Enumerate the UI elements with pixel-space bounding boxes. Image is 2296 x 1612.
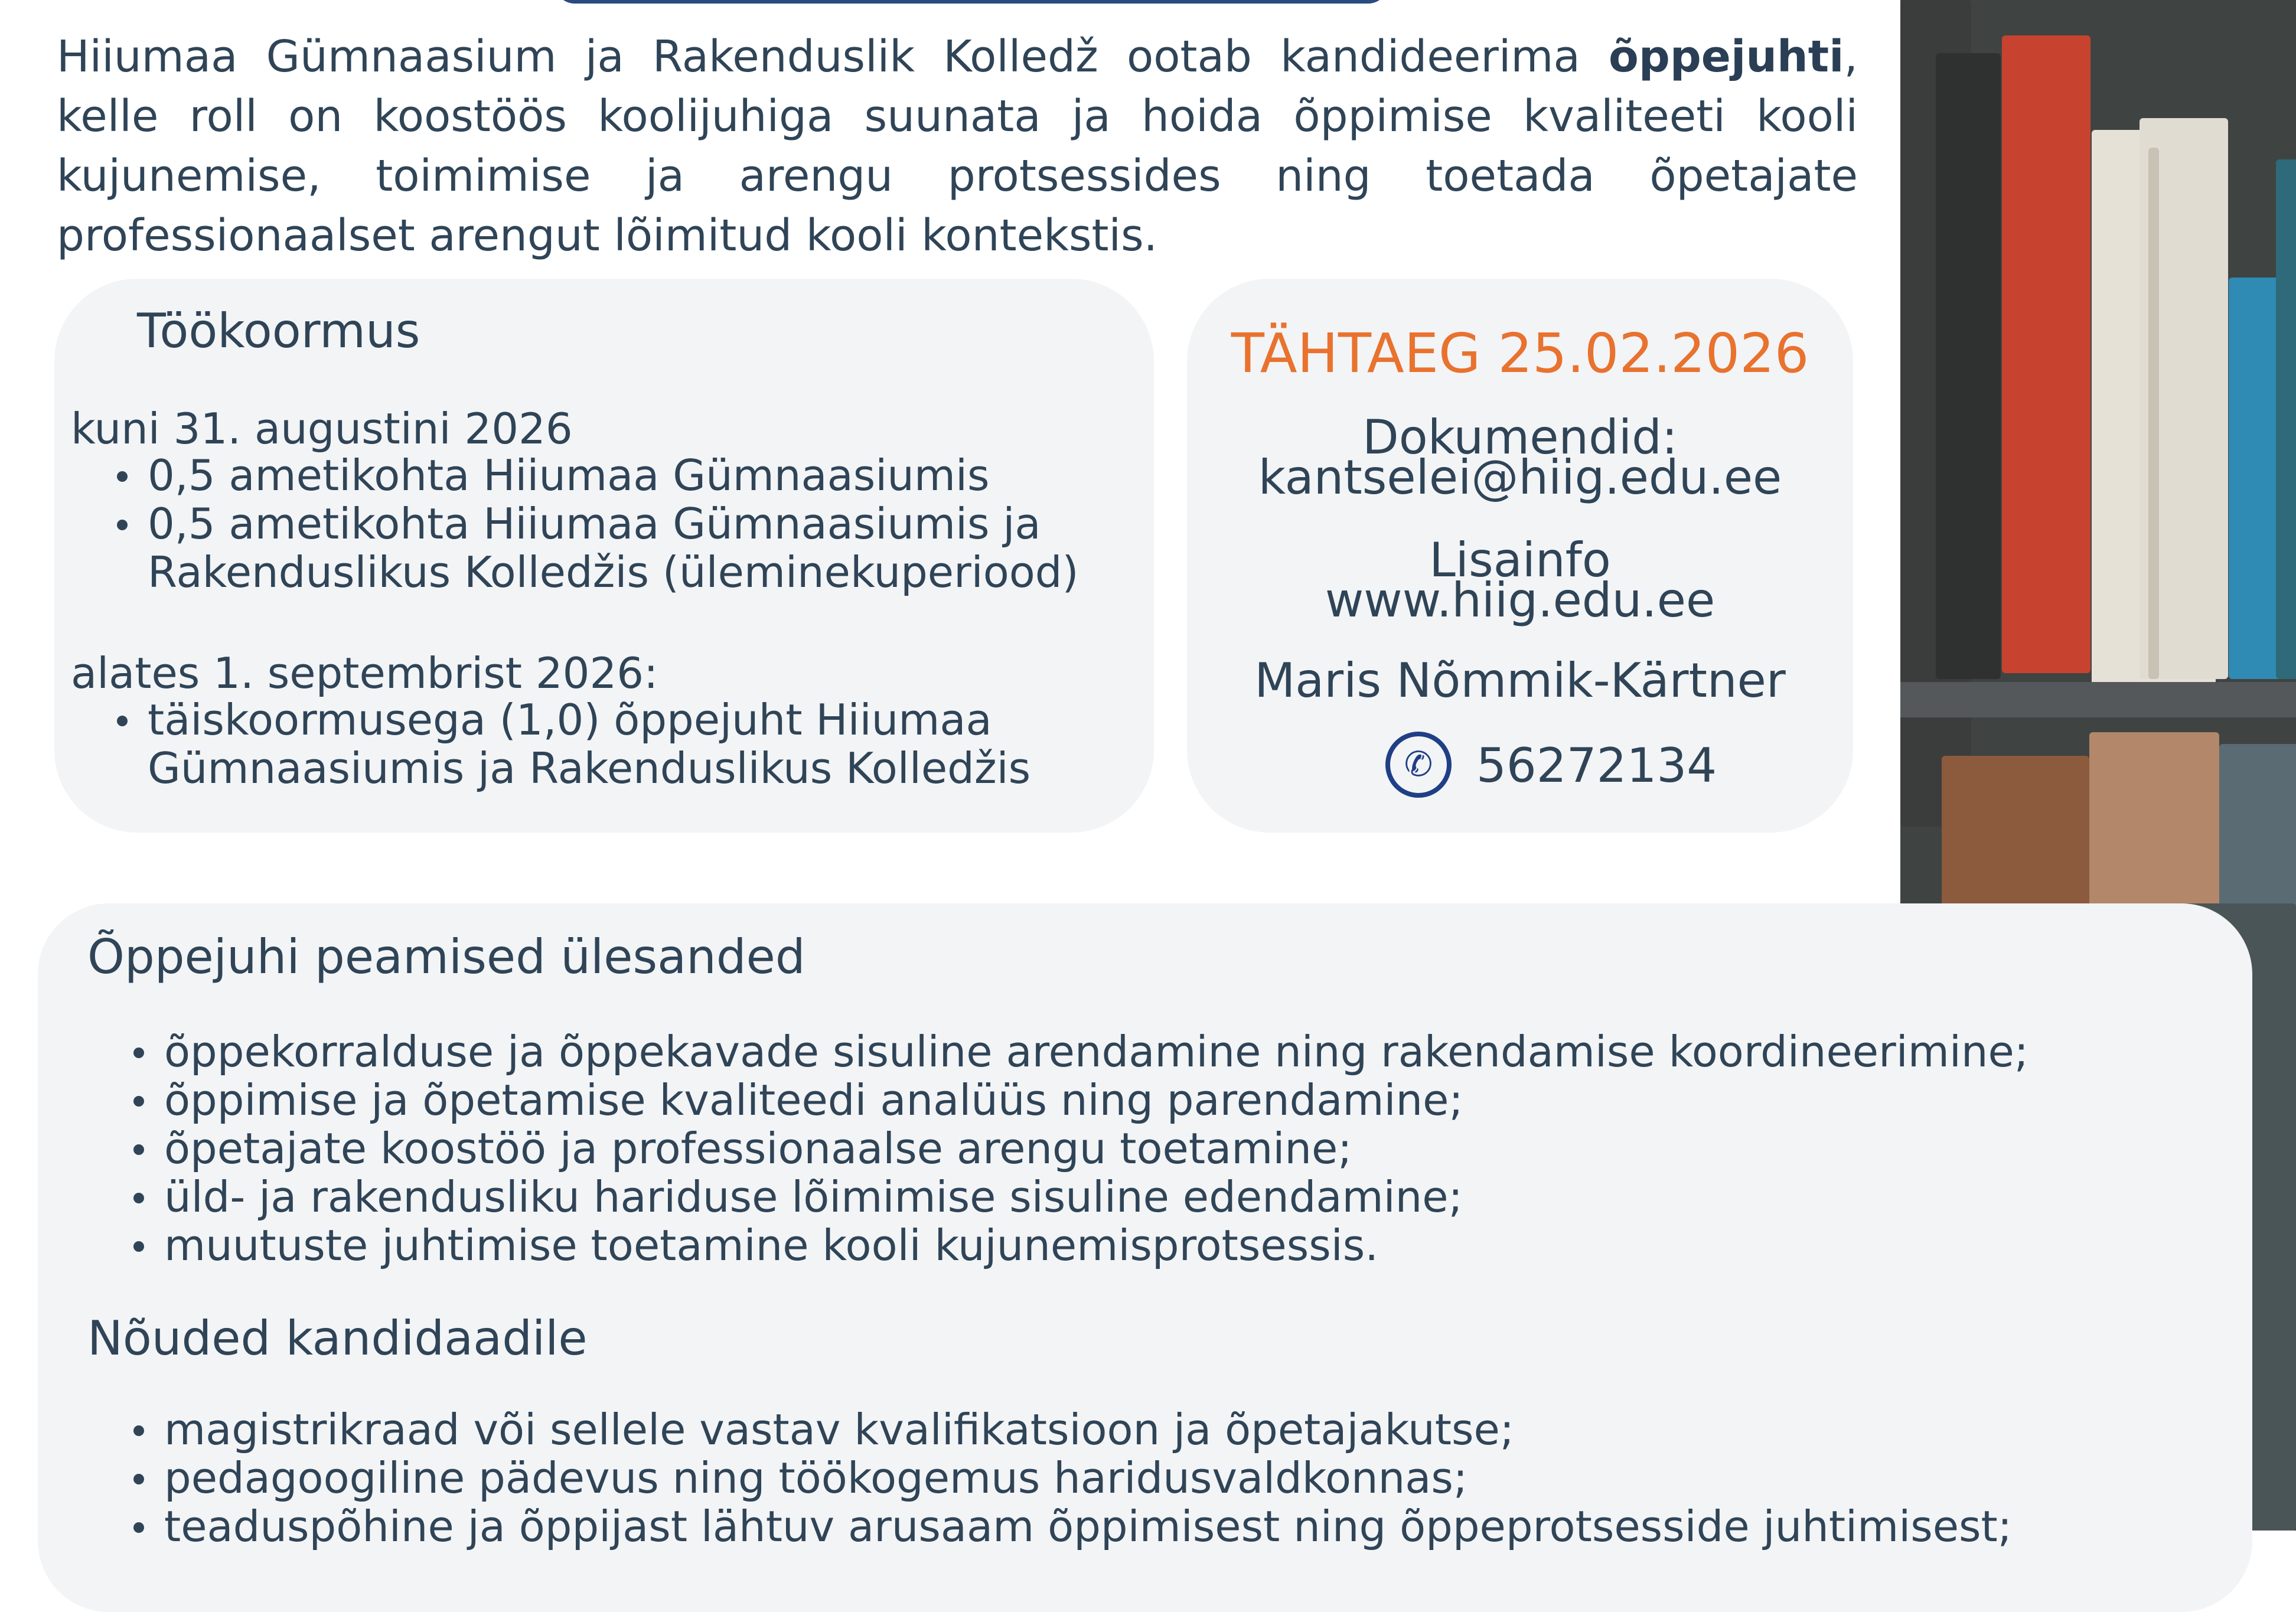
list-item: muutuste juhtimise toetamine kooli kujunemisprotsessis. — [87, 1221, 2213, 1270]
header-banner — [555, 0, 1388, 4]
requirements-list — [87, 1405, 2213, 1551]
info-url[interactable]: www.hiig.edu.ee — [1325, 573, 1716, 628]
intro-paragraph — [57, 27, 1858, 266]
list-item: täiskoormusega (1,0) õppejuht Hiiumaa Gümnaasiumis ja Rakenduslikus Kolledžis — [71, 696, 1075, 792]
documents-label: Dokumendid: — [1362, 410, 1678, 465]
workload-title: Töökoormus — [137, 304, 420, 358]
list-item: pedagoogiline pädevus ning töökogemus haridusvaldkonnas; — [87, 1454, 2213, 1502]
phone-icon: ✆ — [1385, 732, 1452, 798]
list-item: õpetajate koostöö ja professionaalse arengu toetamine; — [87, 1124, 2213, 1173]
contact-card — [1187, 279, 1853, 833]
tasks-title: Õppejuhi peamised ülesanded — [87, 929, 805, 984]
list-item: õppimise ja õpetamise kvaliteedi analüüs ning parendamine; — [87, 1076, 2213, 1124]
list-item: teaduspõhine ja õppijast lähtuv arusaam õppimisest ning õppeprotsesside juhtimisest; — [87, 1502, 2213, 1551]
list-item: õppekorralduse ja õppekavade sisuline arendamine ning rakendamise koordineerimine; — [87, 1027, 2213, 1076]
list-item: 0,5 ametikohta Hiiumaa Gümnaasiumis ja Rakenduslikus Kolledžis (üleminekuperiood) — [71, 500, 1134, 596]
info-label: Lisainfo — [1429, 533, 1611, 588]
intro-highlight: õppejuhti — [1609, 31, 1844, 82]
list-item: 0,5 ametikohta Hiiumaa Gümnaasiumis — [71, 451, 1134, 500]
period1-list — [71, 451, 1134, 596]
period2-list — [71, 696, 1075, 792]
intro-rest: , kelle roll on koostöös koolijuhiga suunata ja hoida õppimise kvaliteeti kooli kujunemise, toimimise ja arengu protsessides ning toetada õpetajate professionaalset arengut lõimitud kooli kontekstis. — [57, 31, 1858, 261]
period2-label: alates 1. septembrist 2026: — [71, 648, 658, 698]
phone-number[interactable]: 56272134 — [1476, 738, 1717, 793]
tasks-card — [38, 903, 2252, 1612]
workload-card — [54, 279, 1154, 833]
intro-lead: Hiiumaa Gümnaasium ja Rakenduslik Kolledž ootab kandideerima — [57, 31, 1609, 82]
list-item: magistrikraad või sellele vastav kvalifikatsioon ja õpetajakutse; — [87, 1405, 2213, 1454]
deadline-text: TÄHTAEG 25.02.2026 — [1231, 322, 1809, 385]
documents-email[interactable]: kantselei@hiig.edu.ee — [1258, 450, 1782, 505]
requirements-title: Nõuded kandidaadile — [87, 1311, 588, 1366]
contact-person: Maris Nõmmik-Kärtner — [1254, 653, 1786, 708]
list-item: üld- ja rakendusliku hariduse lõimimise sisuline edendamine; — [87, 1173, 2213, 1221]
period1-label: kuni 31. augustini 2026 — [71, 404, 573, 453]
tasks-list — [87, 1027, 2213, 1270]
